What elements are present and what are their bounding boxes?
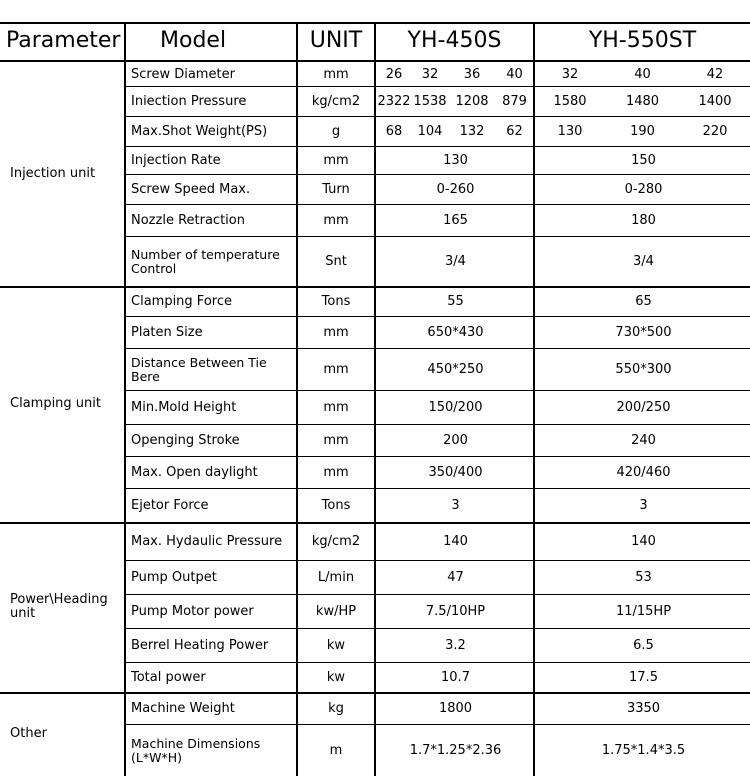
spec-value-b: 3350 [626,700,661,716]
param-label: Ejetor Force [131,497,209,513]
unit-value: mm [323,66,349,82]
spec-value-b: 3 [639,497,648,513]
spec-value-a: 165 [443,212,468,228]
param-label: Distance Between Tie Bere [131,355,267,384]
spec-value-b: 200/250 [616,399,671,415]
spec-value-a: 55 [447,293,464,309]
spec-value-a: 47 [447,569,464,585]
spec-value-a: 26 [385,66,403,82]
param-label: Pump Motor power [131,603,254,619]
param-label: Injection Rate [131,152,221,168]
unit-value: mm [323,212,349,228]
spec-value-b: 1400 [698,93,732,109]
spec-value-a: 10.7 [441,669,470,685]
spec-value-a: 62 [506,123,523,139]
spec-value-a: 650*430 [427,324,484,340]
spec-value-b: 3/4 [633,253,654,269]
spec-value-a: 36 [463,66,481,82]
unit-value: kw/HP [315,603,357,619]
param-label: Max.Shot Weight(PS) [131,123,268,139]
param-label: Machine Dimensions (L*W*H) [131,736,261,765]
spec-value-b: 190 [630,123,655,139]
spec-value-a: 3.2 [445,637,466,653]
param-label: Platen Size [131,324,203,340]
spec-value-b: 6.5 [633,637,654,653]
spec-value-b: 1480 [625,93,660,109]
unit-value: Turn [322,181,350,197]
spec-value-b: 42 [706,66,724,82]
spec-value-a: 68 [385,123,403,139]
spec-value-b: 17.5 [629,669,658,685]
unit-value: mm [323,399,349,415]
param-label: Screw Diameter [131,66,235,82]
param-label: Iniection Pressure [131,93,247,109]
spec-value-b: 420/460 [616,464,671,480]
spec-value-a: 2322 [377,93,411,109]
spec-value-a: 130 [443,152,468,168]
spec-value-b: 140 [631,533,656,549]
divider-group-right [124,62,126,776]
unit-value: g [331,123,341,139]
unit-value: L/min [317,569,355,585]
spec-value-a: 1208 [455,93,489,109]
unit-value: Tons [321,497,351,513]
spec-value-a: 132 [459,123,485,139]
param-label: Screw Speed Max. [131,181,251,197]
unit-value: mm [323,432,349,448]
unit-value: kw [326,637,346,653]
spec-value-b: 0-280 [624,181,663,197]
unit-value: Tons [321,293,351,309]
unit-value: mm [323,464,349,480]
param-label: Total power [131,669,206,685]
param-label: Openging Stroke [131,432,240,448]
spec-value-a: 1.7*1.25*2.36 [409,742,502,758]
spec-value-a: 104 [417,123,443,139]
spec-value-a: 200 [443,432,468,448]
group-label: Other [10,726,47,742]
spec-value-b: 1580 [553,93,587,109]
param-label: Pump Outpet [131,569,217,585]
param-label: Number of temperature Control [131,247,280,276]
unit-value: kg/cm2 [311,93,361,109]
param-label: Max. Open daylight [131,464,258,480]
spec-value-b: 550*300 [615,361,672,377]
spec-value-b: 150 [631,152,656,168]
unit-value: m [329,742,343,758]
header-divider-parameter [124,22,126,62]
param-label: Berrel Heating Power [131,637,269,653]
header-model-a: YH-450S [407,28,502,54]
spec-value-a: 350/400 [428,464,483,480]
spec-value-a: 0-260 [436,181,475,197]
spec-value-b: 65 [635,293,652,309]
spec-value-b: 130 [557,123,583,139]
group-label: Clamping unit [10,396,101,412]
spec-value-b: 11/15HP [615,603,672,619]
spec-value-a: 3 [451,497,460,513]
spec-value-a: 1800 [438,700,473,716]
unit-value: kw [326,669,346,685]
spec-value-b: 53 [635,569,652,585]
spec-value-b: 220 [702,123,728,139]
spec-value-b: 240 [631,432,656,448]
param-label: Clamping Force [131,293,232,309]
spec-value-a: 1538 [413,93,447,109]
header-parameter: Parameter [6,28,121,54]
unit-value: mm [323,152,349,168]
spec-value-b: 40 [634,66,651,82]
header-model: Model [160,28,227,54]
spec-value-b: 730*500 [615,324,672,340]
spec-value-a: 3/4 [445,253,466,269]
spec-value-a: 7.5/10HP [425,603,486,619]
spec-value-b: 32 [561,66,579,82]
unit-value: Snt [325,253,347,269]
unit-value: kg/cm2 [311,533,361,549]
param-label: Machine Weight [131,700,235,716]
param-label: Max. Hydaulic Pressure [131,533,283,549]
spec-value-a: 450*250 [427,361,484,377]
param-label: Min.Mold Height [131,399,237,415]
spec-value-a: 879 [502,93,527,109]
param-label: Nozzle Retraction [131,212,245,228]
spec-value-b: 180 [631,212,656,228]
unit-value: mm [323,361,349,377]
spec-value-a: 140 [443,533,468,549]
group-label: Power\Heading unit [10,592,108,621]
header-model-b: YH-550ST [588,28,697,54]
spec-value-a: 150/200 [428,399,483,415]
group-label: Injection unit [10,166,96,182]
spec-value-a: 32 [421,66,439,82]
header-unit: UNIT [309,28,363,54]
unit-value: kg [328,700,344,716]
spec-value-a: 40 [506,66,523,82]
unit-value: mm [323,324,349,340]
spec-value-b: 1.75*1.4*3.5 [601,742,686,758]
